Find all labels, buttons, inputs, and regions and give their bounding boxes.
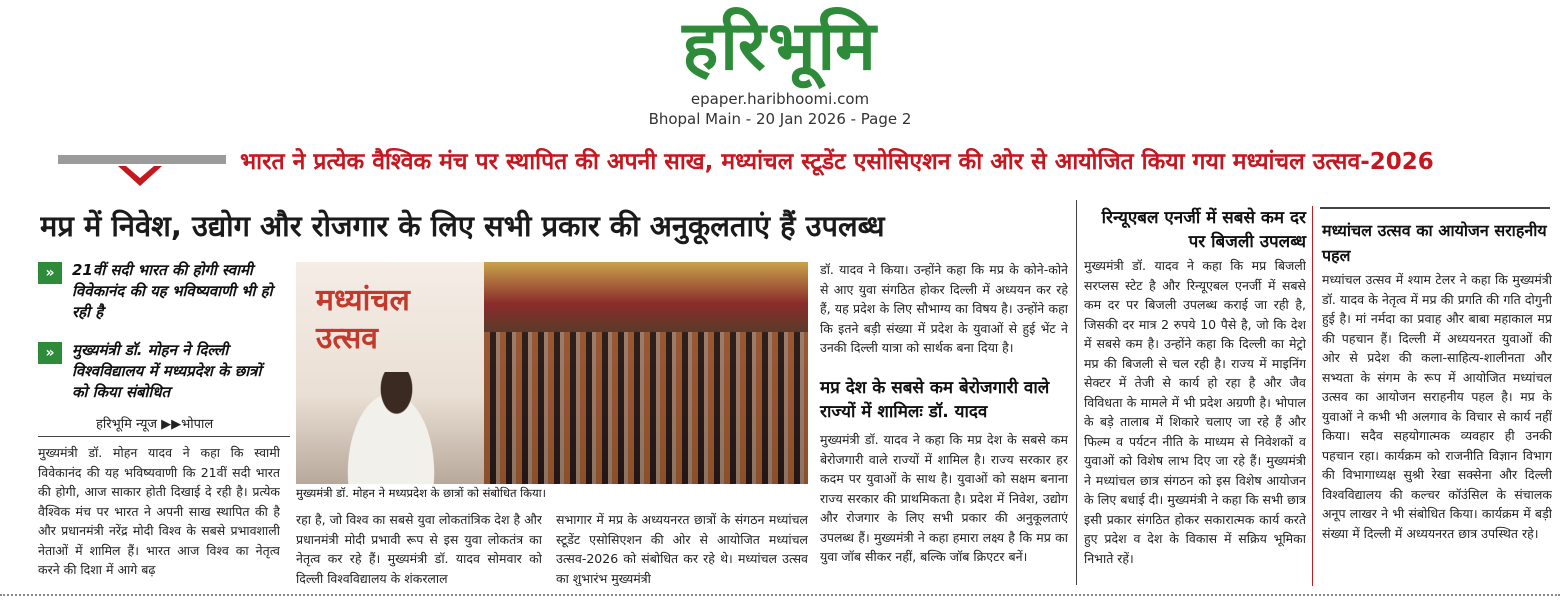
divider <box>38 436 290 437</box>
haribhoomi-logo: हरिभूमि <box>682 6 878 86</box>
edition-info: Bhopal Main - 20 Jan 2026 - Page 2 <box>648 110 912 128</box>
double-chevron-icon: » <box>38 342 62 364</box>
photo-stage <box>484 262 808 332</box>
photo-backdrop <box>296 262 484 484</box>
article-column-1: मुख्यमंत्री डॉ. मोहन यादव ने कहा कि स्वामी विवेकानंद की यह भविष्यवाणी कि 21वीं सदी भारत की होगी, आज साकार होती दिखाई दे रही है। प्रत्येक वैश्विक मंच पर भारत ने अपनी साख स्थापित की है और प्रधानमंत्री नरेंद्र मोदी विश्व के सबसे प्रभावशाली नेताओं में शामिल हैं। भारत आज विश्व का नेतृत्व करने की दिशा में आगे बढ़ <box>38 445 280 577</box>
article-column-4-bottom: मुख्यमंत्री डॉ. यादव ने कहा कि मप्र देश के सबसे कम बेरोजगारी वाले राज्यों में शामिल है। राज्य सरकार हर कदम पर युवाओं के साथ है। युवाओं को सक्षम बनाना राज्य सरकार की प्राथमिकता है। प्रदेश में निवेश, उद्योग और रोजगार के लिए सभी प्रकार की अनुकूलताएं उपलब्ध हैं। मुख्यमंत्री ने कहा हमारा लक्ष्य है कि मप्र का युवा जॉब सीकर नहीं, बल्कि जॉब क्रिएटर बनें। <box>820 432 1068 564</box>
energy-body: मुख्यमंत्री डॉ. यादव ने कहा कि मप्र बिजली सरप्लस स्टेट है और रिन्यूएबल एनर्जी में सबसे कम दर पर बिजली उपलब्ध कराई जा रही है, जिसकी दर मात्र 2 रुपये 10 पैसे है, जो कि देश में सबसे कम है। उन्होंने कहा कि दिल्ली का मेट्रो मप्र की बिजली से चल रही है। राज्य में माइनिंग सेक्टर में तेजी से कार्य हो रहा है और जैव विविधता के मामले में भी प्रदेश अग्रणी है। भोपाल के बड़े तालाब में शिकारे चलाए जा रहे हैं और फिल्म व पर्यटन नीति के माध्यम से निवेशकों व युवाओं को विशेष लाभ दिए जा रहे हैं। मुख्यमंत्री ने मध्यांचल छात्र संगठन को इस विशेष आयोजन के लिए बधाई दी। मुख्यमंत्री ने कहा कि सभी छात्र इसी प्रकार संगठित होकर सकारात्मक कार्य करते हुए प्रदेश व देश के विकास में सक्रिय भूमिका निभाते रहें। <box>1084 258 1306 566</box>
highlight-item <box>38 260 278 323</box>
chevron-inner-decor <box>126 166 154 178</box>
column-divider <box>1076 200 1077 585</box>
photo-caption: मुख्यमंत्री डॉ. मोहन ने मध्यप्रदेश के छात्रों को संबोधित किया। <box>296 486 546 500</box>
sidebar-divider <box>1312 206 1313 586</box>
site-url[interactable]: epaper.haribhoomi.com <box>690 90 870 108</box>
article-column-2: रहा है, जो विश्व का सबसे युवा लोकतांत्रिक देश है और प्रधानमंत्री मोदी प्रभावी रूप से इस युवा लोकतंत्र का नेतृत्व कर रहे हैं। मुख्यमंत्री डॉ. यादव सोमवार को दिल्ली विश्वविद्यालय के शंकरलाल <box>296 512 542 586</box>
article-column-3: सभागार में मप्र के अध्ययनरत छात्रों के संगठन मध्यांचल स्टूडेंट एसोसिएशन की ओर से आयोजित मध्यांचल उत्सव-2026 को संबोधित कर रहे थे। मध्यांचल उत्सव का शुभारंभ मुख्यमंत्री <box>556 512 808 586</box>
photo-audience <box>484 332 808 484</box>
sidebar-top-rule <box>1320 207 1550 209</box>
main-headline: मप्र में निवेश, उद्योग और रोजगार के लिए सभी प्रकार की अनुकूलताएं हैं उपलब्ध <box>40 209 885 243</box>
section-divider-bar <box>58 155 226 164</box>
highlight-text: मुख्यमंत्री डॉ. मोहन ने दिल्ली विश्वविद्यालय में मध्यप्रदेश के छात्रों को किया संबोधित <box>72 341 262 401</box>
double-chevron-icon: » <box>38 262 62 284</box>
sidebar-body: मध्यांचल उत्सव में श्याम टेलर ने कहा कि मुख्यमंत्री डॉ. यादव के नेतृत्व में मप्र की प्रगति की गति दोगुनी हुई है। मां नर्मदा का प्रवाह और बाबा महाकाल मप्र की पहचान हैं। दिल्ली में अध्ययनरत युवाओं की ओर से प्रदेश की कला-साहित्य-शालीनता और सभ्यता के संगम के रूप में आयोजित मध्यांचल उत्सव का आयोजन सराहनीय पहल है। मप्र के युवाओं ने कभी भी अलगाव के विचार से कार्य नहीं किया। सदैव सहयोगात्मक व्यवहार ही उनकी पहचान रहा। कार्यक्रम को राजनीति विज्ञान विभाग की विभागाध्यक्ष सुश्री रेखा सक्सेना और दिल्ली विश्वविद्यालय की कल्चर कॉउंसिल के संचालक अनूप लाखर ने भी संबोधित किया। कार्यक्रम में बड़ी संख्या में दिल्ली में अध्ययनरत छात्र उपस्थित रहे। <box>1322 272 1552 541</box>
sidebar-title: मध्यांचल उत्सव का आयोजन सराहनीय पहल <box>1322 221 1547 265</box>
photo-sign-text: मध्यांचल उत्सव <box>316 283 410 356</box>
highlight-item <box>38 340 278 403</box>
event-photo <box>296 262 808 484</box>
highlight-text: 21वीं सदी भारत की होगी स्वामी विवेकानंद की यह भविष्यवाणी भी हो रही है <box>72 261 273 321</box>
byline: हरिभूमि न्यूज ▶▶भोपाल <box>96 417 214 432</box>
article-subheading: मप्र देश के सबसे कम बेरोजगारी वाले राज्यों में शामिलः डॉ. यादव <box>820 378 1050 422</box>
article-column-4-top: डॉ. यादव ने किया। उन्होंने कहा कि मप्र के कोने-कोने से आए युवा संगठित होकर दिल्ली में अध्ययन कर रहे हैं, यह प्रदेश के लिए सौभाग्य का विषय है। उन्होंने कहा कि इतने बड़ी संख्या में प्रदेश के युवाओं से हुई भेंट ने उनकी दिल्ली यात्रा को सार्थक बना दिया है। <box>820 262 1068 355</box>
page-bottom-dotted-border <box>0 594 1560 596</box>
energy-headline: रिन्यूएबल एनर्जी में सबसे कम दर पर बिजली उपलब्ध <box>1101 208 1306 252</box>
photo-speaker <box>336 372 446 484</box>
banner-headline: भारत ने प्रत्येक वैश्विक मंच पर स्थापित की अपनी साख, मध्यांचल स्टूडेंट एसोसिएशन की ओर से आयोजित किया गया मध्यांचल उत्सव-2026 <box>240 149 1434 175</box>
